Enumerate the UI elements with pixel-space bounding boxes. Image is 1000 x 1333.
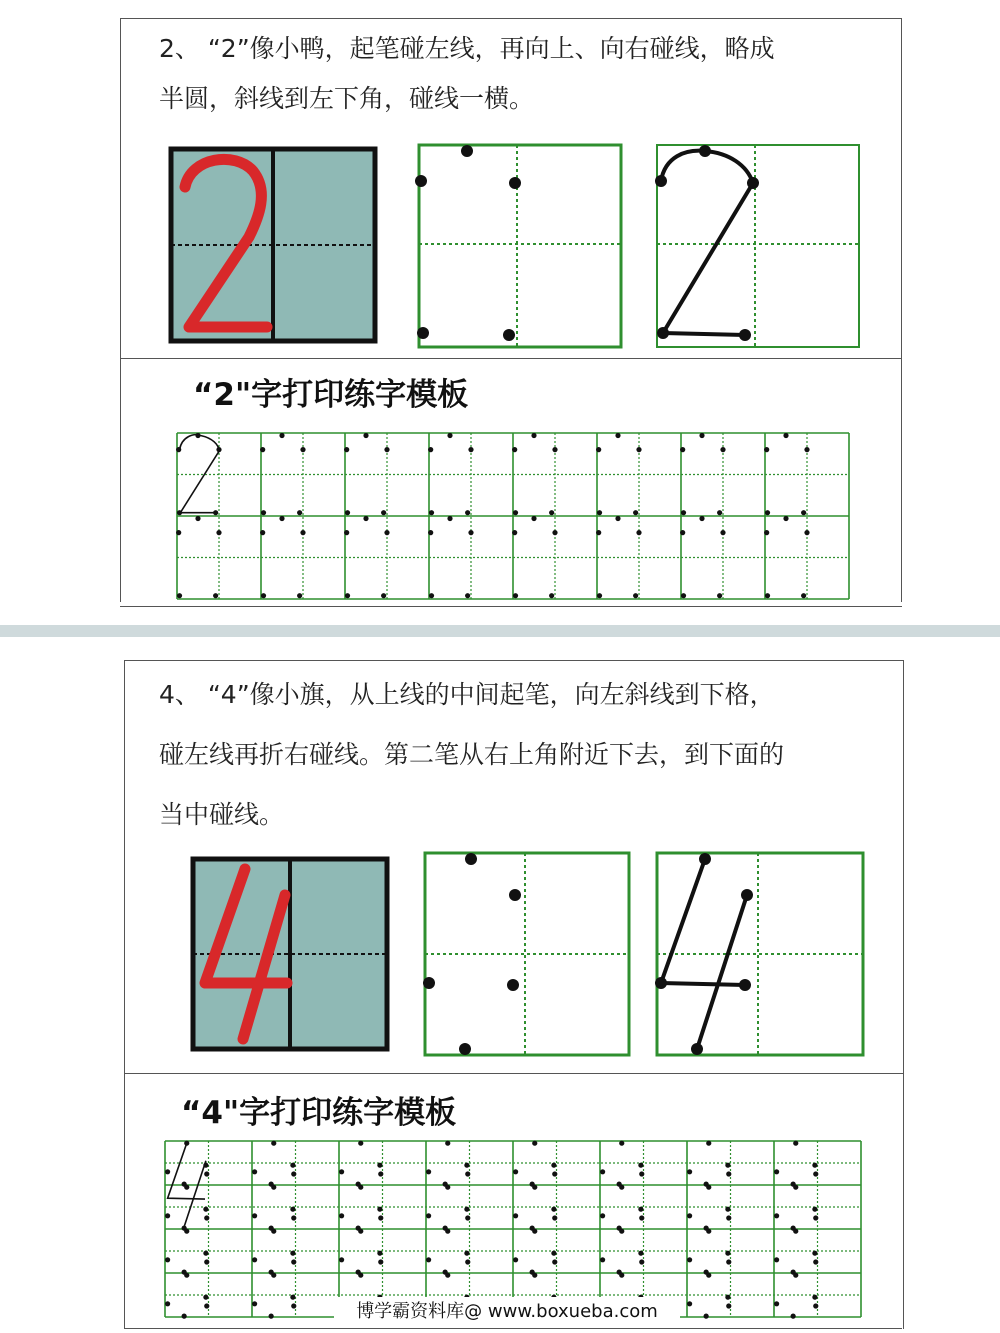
- guide-dot: [765, 510, 770, 515]
- guide-dot: [204, 1303, 209, 1308]
- guide-dot: [774, 1213, 779, 1218]
- guide-dot: [358, 1185, 363, 1190]
- guide-dot: [681, 510, 686, 515]
- guide-dot: [203, 1207, 208, 1212]
- guide-dot: [447, 516, 452, 521]
- guide-dot: [764, 447, 769, 452]
- guide-dot: [706, 1229, 711, 1234]
- guide-dot: [687, 1169, 692, 1174]
- guide-dot: [774, 1169, 779, 1174]
- guide-dot: [725, 1251, 730, 1256]
- guide-dot: [619, 1185, 624, 1190]
- guide-dot: [633, 593, 638, 598]
- guide-dot: [765, 593, 770, 598]
- guide-dot: [801, 593, 806, 598]
- guide-dot: [203, 1251, 208, 1256]
- guide-dot: [704, 1314, 709, 1319]
- guide-dot: [381, 593, 386, 598]
- guide-dot: [725, 1295, 730, 1300]
- guide-dot: [378, 1215, 383, 1220]
- guide-dot: [699, 433, 704, 438]
- guide-dot: [793, 1185, 798, 1190]
- model-digit-4-box: [191, 857, 391, 1053]
- panel-4-bottom-rule: [124, 1328, 902, 1329]
- guide-dot: [804, 530, 809, 535]
- guide-dot: [165, 1301, 170, 1306]
- guide-dot: [596, 530, 601, 535]
- guide-dot: [203, 1295, 208, 1300]
- guide-dot: [429, 510, 434, 515]
- guide-dot: [783, 516, 788, 521]
- guide-dot: [638, 1207, 643, 1212]
- guide-dot: [261, 510, 266, 515]
- instruction-4-line2: 碰左线再折右碰线。第二笔从右上角附近下去，到下面的: [159, 740, 785, 769]
- guide-dot: [699, 516, 704, 521]
- guide-dot: [791, 1314, 796, 1319]
- guide-dot: [445, 1229, 450, 1234]
- guide-dot: [447, 433, 452, 438]
- guide-dot: [428, 530, 433, 535]
- guide-dot: [638, 1251, 643, 1256]
- sample-digit-4-stroke2: [184, 1161, 206, 1227]
- guide-dot: [204, 1259, 209, 1264]
- guide-dot: [804, 447, 809, 452]
- template-4-title: “4"字打印练字模板: [181, 1095, 457, 1131]
- instruction-4-line1: 4、 “4”像小旗，从上线的中间起笔，向左斜线到下格，: [159, 680, 775, 709]
- guide-dot: [552, 1171, 557, 1176]
- watermark-footer: 博学霸资料库@ www.boxueba.com: [334, 1297, 680, 1327]
- guide-dot: [363, 516, 368, 521]
- guide-dot: [793, 1229, 798, 1234]
- guide-dot: [271, 1185, 276, 1190]
- guide-dot: [813, 1259, 818, 1264]
- guide-dot: [279, 516, 284, 521]
- panel-2-separator: [121, 358, 901, 359]
- guide-dot: [619, 1229, 624, 1234]
- guide-dot: [706, 1273, 711, 1278]
- guide-dot: [725, 1163, 730, 1168]
- guide-dot: [551, 1251, 556, 1256]
- guide-dot: [445, 1273, 450, 1278]
- guide-dot: [279, 433, 284, 438]
- guide-dot: [633, 510, 638, 515]
- panel-4-separator: [125, 1073, 903, 1074]
- digit-4-panel: [124, 660, 904, 1329]
- guide-dot: [596, 447, 601, 452]
- guide-dot: [687, 1257, 692, 1262]
- guide-dot: [465, 593, 470, 598]
- digit-2-panel: [120, 18, 902, 602]
- guide-dot: [363, 433, 368, 438]
- guide-dot: [204, 1171, 209, 1176]
- guide-dot: [687, 1213, 692, 1218]
- guide-dot: [680, 530, 685, 535]
- guide-dot: [271, 1229, 276, 1234]
- guide-dot: [428, 447, 433, 452]
- guide-dot: [639, 1215, 644, 1220]
- guide-dot: [445, 1141, 450, 1146]
- guide-dot: [290, 1163, 295, 1168]
- guide-dot: [680, 447, 685, 452]
- instruction-2-line2: 半圆，斜线到左下角，碰线一横。: [159, 84, 535, 113]
- guide-dot: [783, 433, 788, 438]
- guide-dot: [384, 447, 389, 452]
- guide-dot: [297, 593, 302, 598]
- guide-dot: [464, 1251, 469, 1256]
- guide-dot: [600, 1257, 605, 1262]
- digit-2-dot-guide: [417, 143, 623, 349]
- guide-dot: [426, 1257, 431, 1262]
- guide-dot: [345, 510, 350, 515]
- guide-dot: [426, 1213, 431, 1218]
- guide-dot: [812, 1251, 817, 1256]
- guide-dot: [513, 1257, 518, 1262]
- guide-dot: [636, 447, 641, 452]
- guide-dot: [549, 593, 554, 598]
- guide-dot: [615, 433, 620, 438]
- guide-dot: [801, 510, 806, 515]
- guide-dot: [813, 1215, 818, 1220]
- guide-dot: [639, 1171, 644, 1176]
- guide-dot: [551, 1207, 556, 1212]
- guide-dot: [384, 530, 389, 535]
- guide-dot: [269, 1314, 274, 1319]
- guide-dot: [639, 1259, 644, 1264]
- guide-dot: [290, 1207, 295, 1212]
- guide-dot: [793, 1273, 798, 1278]
- guide-dot: [165, 1213, 170, 1218]
- template-2-title: “2"字打印练字模板: [193, 377, 469, 413]
- guide-dot: [720, 447, 725, 452]
- digit-2-practice-grid: [177, 433, 851, 603]
- guide-dot: [636, 530, 641, 535]
- guide-dot: [531, 433, 536, 438]
- guide-dot: [358, 1229, 363, 1234]
- guide-dot: [184, 1185, 189, 1190]
- guide-dot: [468, 530, 473, 535]
- guide-dot: [252, 1169, 257, 1174]
- guide-dot: [717, 593, 722, 598]
- guide-dot: [725, 1207, 730, 1212]
- guide-dot: [291, 1259, 296, 1264]
- guide-dot: [532, 1273, 537, 1278]
- guide-dot: [726, 1259, 731, 1264]
- guide-dot: [638, 1163, 643, 1168]
- guide-dot: [465, 1259, 470, 1264]
- guide-dot: [184, 1273, 189, 1278]
- guide-dot: [513, 1213, 518, 1218]
- guide-dot: [464, 1163, 469, 1168]
- guide-dot: [512, 530, 517, 535]
- guide-dot: [532, 1229, 537, 1234]
- guide-dot: [531, 516, 536, 521]
- guide-dot: [252, 1257, 257, 1262]
- guide-dot: [291, 1215, 296, 1220]
- guide-dot: [377, 1251, 382, 1256]
- guide-dot: [706, 1141, 711, 1146]
- guide-dot: [216, 530, 221, 535]
- guide-dot: [813, 1303, 818, 1308]
- guide-dot: [271, 1273, 276, 1278]
- guide-dot: [465, 1171, 470, 1176]
- digit-2-stroke-guide: [655, 143, 861, 349]
- panel-2-bottom-rule: [120, 606, 902, 607]
- guide-dot: [426, 1169, 431, 1174]
- guide-dot: [706, 1185, 711, 1190]
- guide-dot: [597, 593, 602, 598]
- guide-dot: [774, 1257, 779, 1262]
- guide-dot: [381, 510, 386, 515]
- digit-4-stroke-guide: [655, 851, 865, 1057]
- guide-dot: [812, 1163, 817, 1168]
- guide-dot: [552, 1215, 557, 1220]
- guide-dot: [297, 510, 302, 515]
- guide-dot: [429, 593, 434, 598]
- guide-dot: [551, 1163, 556, 1168]
- guide-dot: [182, 1314, 187, 1319]
- guide-dot: [176, 530, 181, 535]
- guide-dot: [300, 530, 305, 535]
- guide-dot: [720, 530, 725, 535]
- guide-dot: [615, 516, 620, 521]
- guide-dot: [184, 1229, 189, 1234]
- guide-dot: [513, 593, 518, 598]
- guide-dot: [597, 510, 602, 515]
- guide-dot: [549, 510, 554, 515]
- guide-dot: [291, 1303, 296, 1308]
- digit-4-dot-guide: [423, 851, 631, 1057]
- guide-dot: [300, 447, 305, 452]
- guide-dot: [600, 1213, 605, 1218]
- guide-dot: [339, 1257, 344, 1262]
- guide-dot: [358, 1141, 363, 1146]
- instruction-2-line1: 2、 “2”像小鸭，起笔碰左线，再向上、向右碰线，略成: [159, 34, 775, 63]
- guide-dot: [378, 1171, 383, 1176]
- guide-dot: [793, 1141, 798, 1146]
- section-divider: [0, 625, 1000, 637]
- guide-dot: [464, 1207, 469, 1212]
- model-digit-2-box: [169, 147, 379, 345]
- guide-dot: [552, 1259, 557, 1264]
- sample-digit-2-trace: [180, 435, 219, 513]
- guide-dot: [378, 1259, 383, 1264]
- guide-dot: [726, 1303, 731, 1308]
- guide-dot: [465, 1215, 470, 1220]
- guide-dot: [358, 1273, 363, 1278]
- guide-dot: [260, 447, 265, 452]
- instruction-4-line3: 当中碰线。: [159, 800, 285, 829]
- guide-dot: [726, 1171, 731, 1176]
- guide-dot: [552, 447, 557, 452]
- guide-dot: [344, 447, 349, 452]
- guide-dot: [812, 1207, 817, 1212]
- guide-dot: [344, 530, 349, 535]
- guide-dot: [195, 516, 200, 521]
- guide-dot: [813, 1171, 818, 1176]
- guide-dot: [726, 1215, 731, 1220]
- guide-dot: [445, 1185, 450, 1190]
- guide-dot: [271, 1141, 276, 1146]
- guide-dot: [619, 1273, 624, 1278]
- guide-dot: [465, 510, 470, 515]
- guide-dot: [252, 1213, 257, 1218]
- guide-dot: [377, 1163, 382, 1168]
- guide-dot: [291, 1171, 296, 1176]
- guide-dot: [345, 593, 350, 598]
- guide-dot: [260, 530, 265, 535]
- guide-dot: [204, 1215, 209, 1220]
- guide-dot: [532, 1141, 537, 1146]
- guide-dot: [717, 510, 722, 515]
- guide-dot: [468, 447, 473, 452]
- guide-dot: [339, 1213, 344, 1218]
- guide-dot: [774, 1301, 779, 1306]
- sample-digit-4-stroke1: [168, 1143, 205, 1199]
- guide-dot: [681, 593, 686, 598]
- guide-dot: [764, 530, 769, 535]
- guide-dot: [513, 510, 518, 515]
- guide-dot: [513, 1169, 518, 1174]
- guide-dot: [552, 530, 557, 535]
- guide-dot: [512, 447, 517, 452]
- guide-dot: [812, 1295, 817, 1300]
- guide-dot: [290, 1295, 295, 1300]
- guide-dot: [261, 593, 266, 598]
- guide-dot: [600, 1169, 605, 1174]
- guide-dot: [687, 1301, 692, 1306]
- guide-dot: [213, 593, 218, 598]
- guide-dot: [177, 593, 182, 598]
- guide-dot: [339, 1169, 344, 1174]
- guide-dot: [619, 1141, 624, 1146]
- guide-dot: [165, 1169, 170, 1174]
- guide-dot: [290, 1251, 295, 1256]
- guide-dot: [252, 1301, 257, 1306]
- guide-dot: [377, 1207, 382, 1212]
- guide-dot: [532, 1185, 537, 1190]
- guide-dot: [165, 1257, 170, 1262]
